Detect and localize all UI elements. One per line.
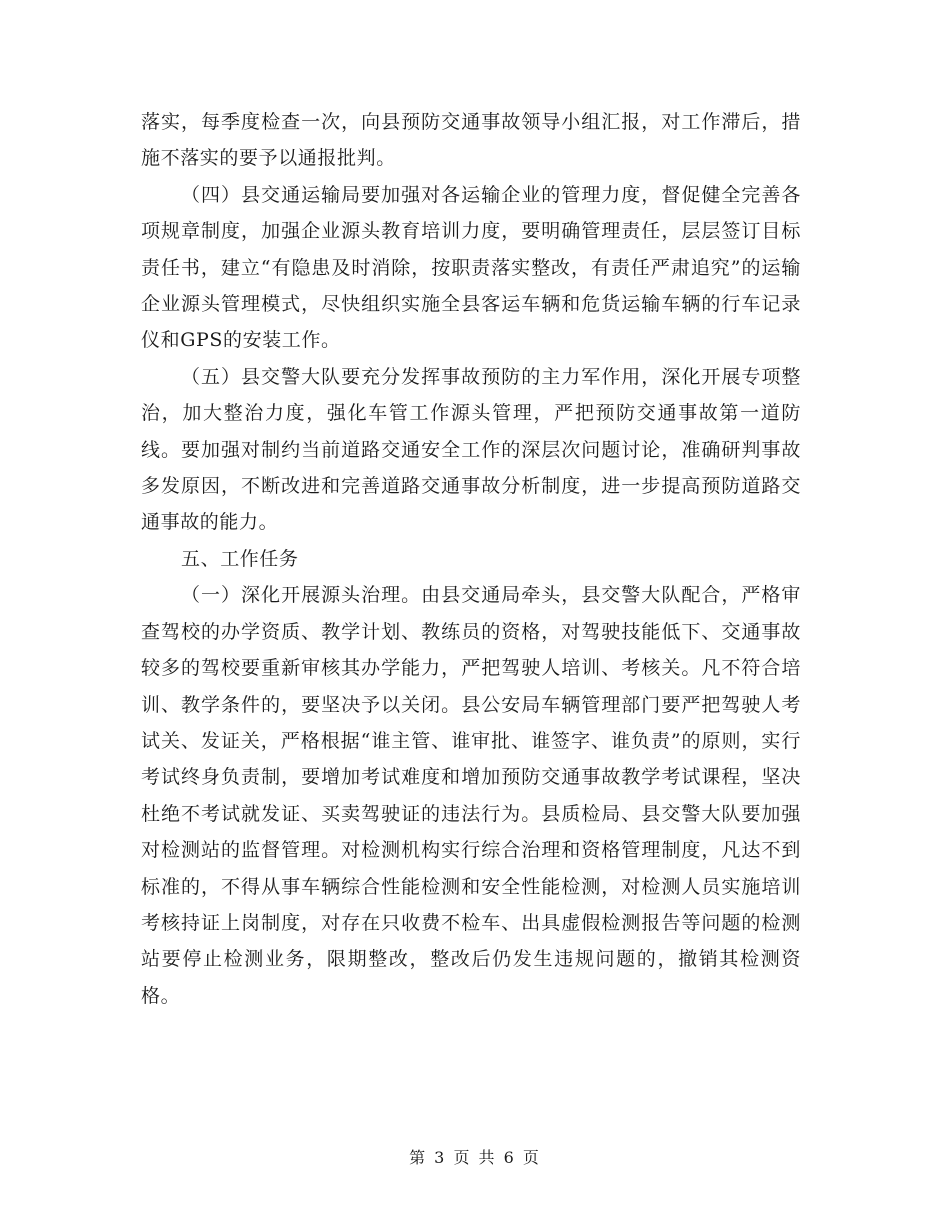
page-number-footer: 第 3 页 共 6 页 [409,1148,541,1167]
paragraph-task-1: （一）深化开展源头治理。由县交通局牵头，县交警大队配合，严格审查驾校的办学资质、教学计划、教练员的资格，对驾驶技能低下、交通事故较多的驾校要重新审核其办学能力，严把驾驶人培训、考核关。凡不符合培训、教学条件的，要坚决予以关闭。县公安局车辆管理部门要严把驾驶人考试关、发证关，严格根据“谁主管、谁审批、谁签字、谁负责”的原则，实行考试终身负责制，要增加考试难度和增加预防交通事故教学考试课程，坚决杜绝不考试就发证、买卖驾驶证的违法行为。县质检局、县交警大队要加强对检测站的监督管理。对检测机构实行综合治理和资格管理制度，凡达不到标准的，不得从事车辆综合性能检测和安全性能检测，对检测人员实施培训考核持证上岗制度，对存在只收费不检车、出具虚假检测报告等问题的检测站要停止检测业务，限期整改，整改后仍发生违规问题的，撤销其检测资格。 [141,584,801,1007]
paragraph-item-5: （五）县交警大队要充分发挥事故预防的主力军作用，深化开展专项整治，加大整治力度，强化车管工作源头管理，严把预防交通事故第一道防线。要加强对制约当前道路交通安全工作的深层次问题讨论，准确研判事故多发原因，不断改进和完善道路交通事故分析制度，进一步提高预防道路交通事故的能力。 [141,365,801,534]
paragraph-item-4: （四）县交通运输局要加强对各运输企业的管理力度，督促健全完善各项规章制度，加强企业源头教育培训力度，要明确管理责任，层层签订目标责任书，建立“有隐患及时消除，按职责落实整改，有责任严肃追究”的运输企业源头管理模式，尽快组织实施全县客运车辆和危货运输车辆的行车记录仪和GPS的安装工作。 [141,183,801,352]
document-body [141,104,801,1014]
section-heading-work-tasks: 五、工作任务 [181,547,299,570]
paragraph-continuation: 落实，每季度检查一次，向县预防交通事故领导小组汇报，对工作滞后，措施不落实的要予以通报批判。 [141,111,801,170]
